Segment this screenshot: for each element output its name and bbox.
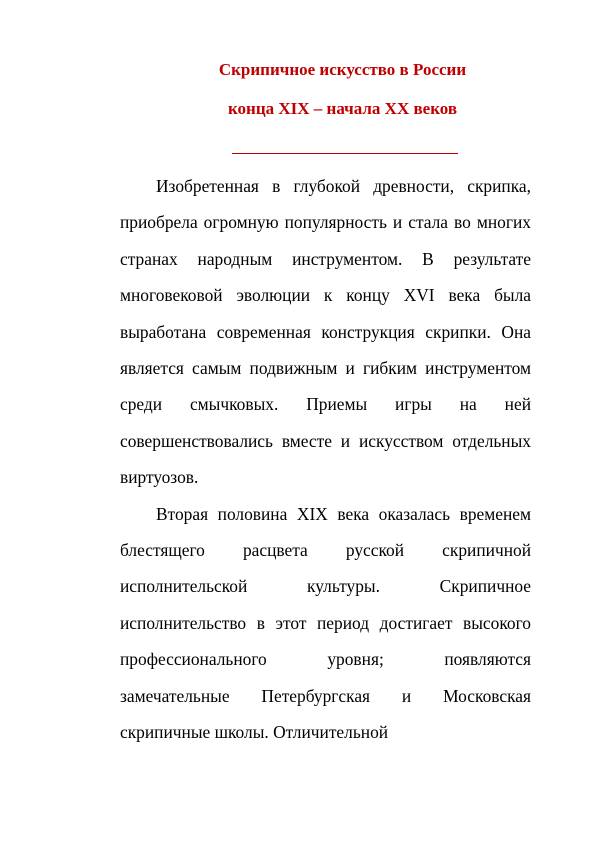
title-line-1: Скрипичное искусство в России <box>218 60 467 79</box>
paragraph: Вторая половина XIX века оказалась временем блестящего расцвета русской скрипичной исполнительской культуры. Скрипичное исполнительство в этот период достигает высокого профессионального уровня; появляются замечательные Петербургская и Московская скрипичные школы. Отличительной <box>120 503 531 743</box>
paragraph: Изобретенная в глубокой древности, скрипка, приобрела огромную популярность и стала во многих странах народным инструментом. В результате многовековой эволюции к концу XVI века была выработана современная конструкция скрипки. Она является самым подвижным и гибким инструментом среди смычковых. Приемы игры на ней совершенствовались вместе и искусством отдельных виртуозов. <box>120 176 531 488</box>
body-text <box>120 168 531 751</box>
title-divider <box>232 153 458 154</box>
title-line-2: конца XIX – начала XX веков <box>227 99 458 118</box>
